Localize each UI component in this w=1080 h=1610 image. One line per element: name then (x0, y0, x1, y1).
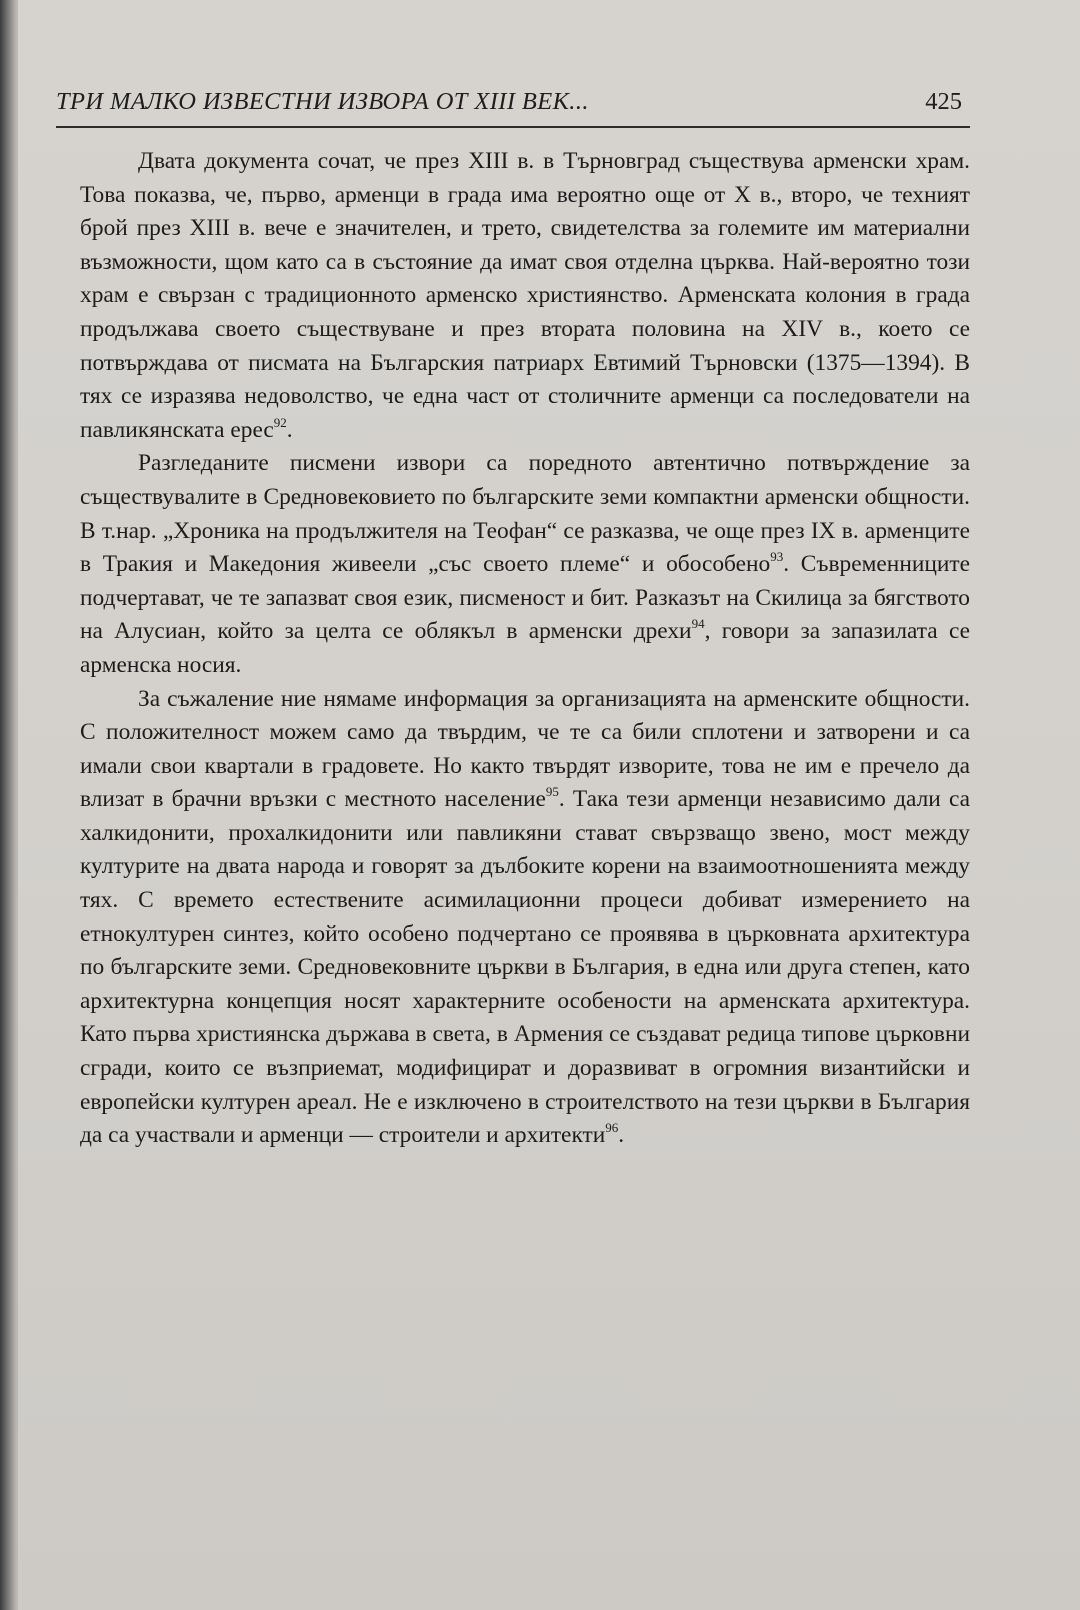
footnote-reference[interactable]: 93 (770, 549, 784, 565)
paragraph (80, 145, 970, 447)
text-run: , говори за запазилата се арменска носия. (80, 618, 970, 678)
body-text (80, 145, 970, 1153)
paragraph (80, 447, 970, 682)
book-page (18, 0, 1080, 1610)
footnote-reference[interactable]: 95 (545, 784, 559, 800)
text-run: Двата документа сочат, че през XIII в. в Търновград съществува арменски храм. Това показва, че, първо, арменци в града има вероятно още от X в., второ, че техният брой през XIII в. вече е значителен, и трето, свидетелства за големите им материални възможности, щом като са в състояние да имат своя отделна църква. Най-вероятно този храм е свързан с традиционното арменско християнство. Арменската колония в града продължава своето съществуване и през втората половина на XIV в., което се потвърждава от писмата на Българския патриарх Евтимий Търновски (1375—1394). В тях се изразява недоволство, че една част от столичните арменци са последователи на павликянската ерес (80, 148, 970, 443)
page-number: 425 (925, 88, 962, 115)
text-run: . (286, 416, 293, 443)
text-run: За съжаление ние нямаме информация за организацията на арменските общности. С положителност можем само да твърдим, че те са били сплотени и затворени и са имали свои квартали в градовете. Но както твърдят изворите, това не им е пречело да влизат в брачни връзки с местното население (80, 685, 970, 813)
running-header (56, 82, 970, 128)
footnote-reference[interactable]: 96 (605, 1120, 619, 1136)
text-run: . (618, 1122, 625, 1149)
paragraph (80, 683, 970, 1153)
text-run: . Съвременниците подчертават, че те запазват своя език, писменост и бит. Разказът на Скилица за бягството на Алусиан, който за целта се облякъл в арменски дрехи (80, 551, 970, 645)
text-run: . Така тези арменци независимо дали са халкидонити, прохалкидонити или павликяни стават свързващо звено, мост между културите на двата народа и говорят за дълбоките корени на взаимоотношенията между тях. С времето естествените асимилационни процеси добиват измерението на етнокултурен синтез, който особено подчертано се проявява в църковната архитектура по българските земи. Средновековните църкви в България, в една или друга степен, като архитектурна концепция носят характерните особености на арменската архитектура. Като първа християнска държава в света, в Армения се създават редица типове църковни сгради, които се възприемат, модифицират и доразвиват в огромния византийски и европейски културен ареал. Не е изключено в строителството на тези църкви в България да са участвали и арменци — строители и архитекти (80, 786, 971, 1149)
text-run: Разгледаните писмени извори са поредното автентично потвърждение за съществувалите в Средновековието по българските земи компактни арменски общности. В т.нар. „Хроника на продължителя на Теофан“ се разказва, че още през IX в. арменците в Тракия и Македония живеели „със своето племе“ и обособено (80, 450, 970, 578)
footnote-reference[interactable]: 94 (691, 616, 705, 632)
running-title: ТРИ МАЛКО ИЗВЕСТНИ ИЗВОРА ОТ XIII ВЕК... (56, 88, 589, 115)
footnote-reference[interactable]: 92 (273, 414, 287, 430)
